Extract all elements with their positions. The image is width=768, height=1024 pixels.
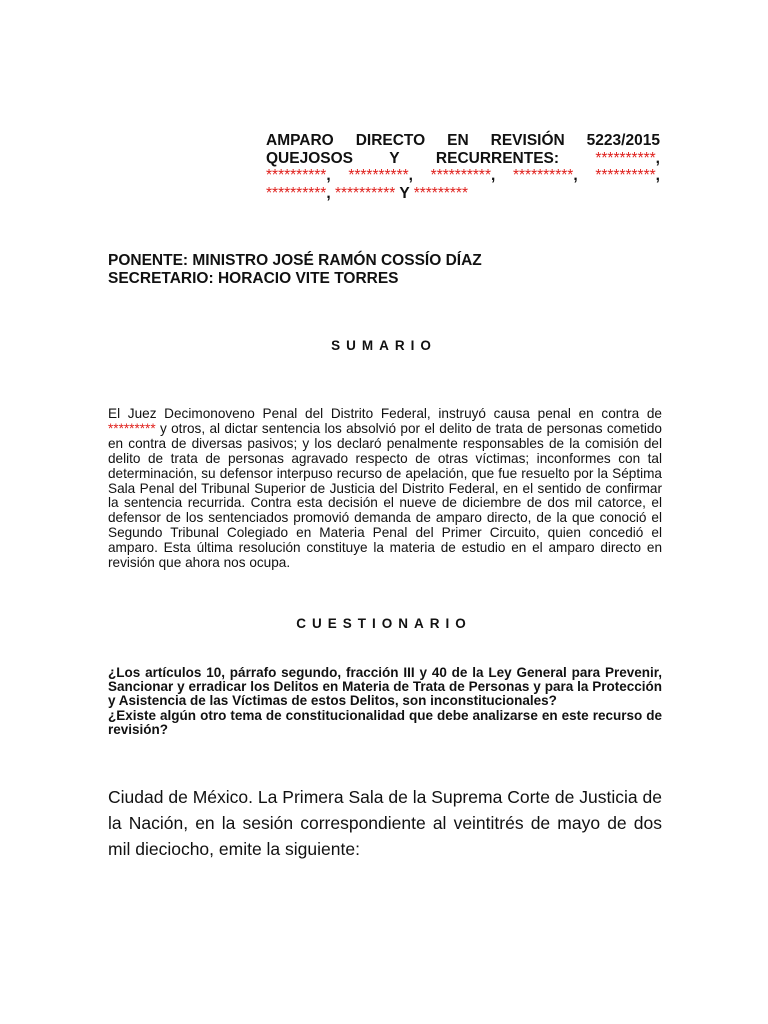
case-title-line [266, 132, 660, 150]
redacted-item: **********, [348, 167, 413, 184]
sumario-text-start: El Juez Decimonoveno Penal del Distrito Federal, instruyó causa penal en contra de [108, 406, 662, 421]
closing-paragraph [108, 784, 662, 862]
sumario-redacted: ********* [108, 420, 156, 436]
case-number: 5223/2015 [586, 132, 660, 149]
redacted-name-2: ********** [266, 167, 327, 184]
redacted-item: **********, [512, 167, 578, 184]
ponente-block [108, 252, 668, 288]
redacted-line-1 [266, 167, 660, 185]
redacted-line-2: **********, ********** Y ********* [266, 184, 468, 202]
redacted-name-9: ********* [413, 184, 468, 202]
sumario-paragraph [108, 407, 662, 571]
ponente-line: PONENTE: MINISTRO JOSÉ RAMÓN COSSÍO DÍAZ [108, 252, 482, 269]
redacted-name-8: ********** [334, 184, 396, 202]
redacted-name-7: ********** [266, 184, 327, 202]
cuestionario-title: CUESTIONARIO [296, 616, 472, 631]
secretario-line: SECRETARIO: HORACIO VITE TORRES [108, 270, 399, 287]
quejosos-line [266, 150, 660, 168]
case-word-2: DIRECTO [355, 132, 426, 149]
sumario-text-rest: y otros, al dictar sentencia los absolvió por el delito de trata de personas cometido en contra de diversas pasivos; y los declaró penalmente responsables de la comisión del delito de trata de personas agravado respecto de otras víctimas; inconformes con tal determinación, su defensor interpuso recurso de apelación, que fue resuelto por la Séptima Sala Penal del Tribunal Superior de Justicia del Distrito Federal, en el sentido de confirmar la sentencia recurrida. Contra esta decisión el nueve de diciembre de dos mil catorce, el defensor de los sentenciados promovió demanda de amparo directo, de la que conoció el Segundo Tribunal Colegiado en Materia Penal del Primer Circuito, quien concedió el amparo. Esta última resolución constituye la materia de estudio en el amparo directo en revisión que ahora nos ocupa. [108, 420, 662, 571]
redacted-name-1: ********** [595, 149, 656, 167]
redacted-name-3: ********** [348, 167, 409, 184]
redacted-item: **********, [595, 167, 660, 184]
case-word-1: AMPARO [266, 132, 334, 149]
quejosos-word-1: QUEJOSOS [266, 149, 353, 167]
redacted-item: **********, [430, 167, 496, 184]
sumario-title: SUMARIO [331, 338, 437, 353]
quejosos-word-2: Y [389, 149, 400, 167]
comma: , [655, 149, 660, 167]
conjunction: Y [399, 184, 410, 202]
question-1: ¿Los artículos 10, párrafo segundo, fracción III y 40 de la Ley General para Prevenir, Sancionar y erradicar los Delitos en Materia de Trata de Personas y para la Protección y Asistencia de las Víctimas de estos Delitos, son inconstitucionales? [108, 665, 662, 709]
closing-text: Ciudad de México. La Primera Sala de la Suprema Corte de Justicia de la Nación, en la sesión correspondiente al veintitrés de mayo de dos mil dieciocho, emite la siguiente: [108, 787, 662, 859]
redacted-name-4: ********** [430, 167, 491, 184]
redacted-name-6: ********** [595, 167, 656, 184]
redacted-item: **********, [266, 167, 331, 184]
case-word-3: EN [447, 132, 469, 149]
case-header [266, 132, 660, 202]
redacted-name-group [595, 150, 660, 168]
question-2: ¿Existe algún otro tema de constitucionalidad que debe analizarse en este recurso de revisión? [108, 707, 662, 737]
case-word-4: REVISIÓN [490, 132, 565, 149]
quejosos-word-3: RECURRENTES: [435, 149, 560, 167]
redacted-name-5: ********** [512, 167, 574, 184]
cuestionario-questions [108, 666, 662, 737]
